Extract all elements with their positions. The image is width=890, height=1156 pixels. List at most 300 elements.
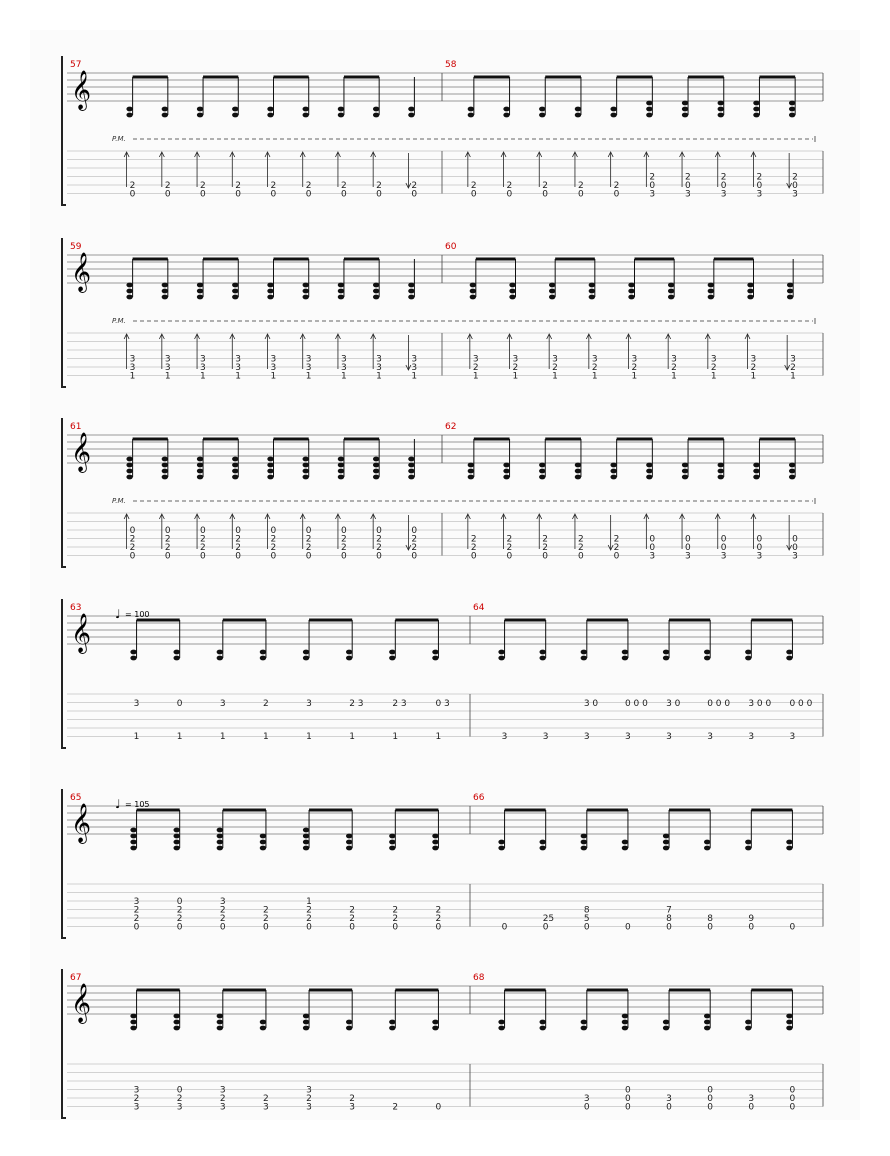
fret-number: 0 — [613, 551, 620, 562]
notehead — [622, 1014, 628, 1019]
notehead — [663, 834, 669, 839]
notehead — [373, 113, 379, 118]
fret-number: 3 — [270, 354, 277, 365]
notehead — [628, 289, 634, 294]
notehead — [663, 840, 669, 845]
fret-number: 0 — [235, 551, 242, 562]
notehead — [789, 113, 795, 118]
fret-number: 3 0 0 — [748, 699, 772, 709]
measure-number: 60 — [445, 242, 457, 252]
fret-number: 0 — [577, 189, 584, 200]
fret-number: 3 — [219, 699, 226, 709]
treble-clef-icon: 𝄞 — [71, 252, 92, 292]
notehead — [126, 113, 132, 118]
notehead — [503, 475, 509, 480]
fret-number: 3 — [133, 1085, 140, 1096]
fret-number: 1 — [306, 897, 312, 907]
notehead — [303, 828, 309, 833]
notehead — [217, 656, 223, 661]
notehead — [622, 846, 628, 851]
notehead — [704, 1026, 710, 1031]
notehead — [646, 475, 652, 480]
notehead — [197, 295, 203, 300]
fret-number: 0 — [435, 1102, 442, 1113]
notehead — [432, 1026, 438, 1031]
quarter-note-icon: ♩ — [115, 797, 121, 811]
fret-number: 1 — [552, 371, 558, 382]
fret-number: 3 — [176, 1102, 183, 1113]
notehead — [130, 1014, 136, 1019]
notehead — [217, 828, 223, 833]
notehead — [745, 1020, 751, 1025]
fret-number: 0 — [720, 181, 727, 191]
fret-number: 2 — [133, 914, 140, 924]
fret-number: 1 — [200, 371, 206, 382]
fret-number: 0 — [340, 551, 347, 562]
notehead — [747, 295, 753, 300]
fret-number: 2 — [756, 172, 763, 183]
fret-number: 3 — [376, 363, 382, 373]
tab-sheet-page — [30, 30, 860, 1120]
notehead — [408, 113, 414, 118]
fret-number: 1 — [392, 732, 399, 742]
notehead — [346, 650, 352, 655]
fret-number: 2 — [129, 181, 136, 191]
fret-number: 2 — [411, 534, 418, 545]
fret-number: 3 — [305, 354, 312, 365]
fret-number: 3 — [219, 1085, 226, 1096]
fret-number: 7 — [666, 905, 672, 916]
notehead — [373, 475, 379, 480]
notehead — [126, 289, 132, 294]
fret-number: 0 — [649, 534, 656, 545]
fret-number: 2 — [542, 534, 548, 545]
notehead — [162, 469, 168, 474]
system-bracket — [61, 790, 66, 938]
fret-number: 2 — [305, 543, 312, 553]
notehead — [786, 840, 792, 845]
fret-number: 3 — [591, 354, 598, 365]
notehead — [126, 469, 132, 474]
notehead — [408, 469, 414, 474]
fret-number: 1 — [631, 371, 638, 382]
notehead — [303, 283, 309, 288]
treble-clef-icon: 𝄞 — [71, 803, 92, 843]
fret-number: 3 — [552, 354, 558, 365]
fret-number: 0 — [666, 922, 672, 933]
notehead — [708, 289, 714, 294]
fret-number: 2 — [262, 914, 269, 924]
notehead — [668, 283, 674, 288]
notehead — [509, 295, 515, 300]
notehead — [682, 475, 688, 480]
fret-number: 0 — [707, 1102, 713, 1113]
notehead — [610, 475, 616, 480]
fret-number: 0 — [176, 922, 183, 933]
fret-number: 3 — [133, 1102, 140, 1113]
notehead — [498, 1020, 504, 1025]
fret-number: 0 — [176, 1085, 183, 1096]
system — [61, 57, 823, 205]
notehead — [130, 1026, 136, 1031]
fret-number: 1 — [376, 371, 382, 382]
notehead — [267, 469, 273, 474]
fret-number: 2 — [411, 181, 418, 191]
fret-number: 2 — [506, 543, 513, 553]
fret-number: 0 — [649, 543, 656, 553]
notehead — [338, 475, 344, 480]
notehead — [704, 656, 710, 661]
notehead — [622, 840, 628, 845]
notehead — [267, 113, 273, 118]
notehead — [197, 457, 203, 462]
fret-number: 0 — [789, 1102, 796, 1113]
fret-number: 2 — [750, 363, 757, 373]
fret-number: 2 — [262, 699, 269, 709]
fret-number: 0 — [235, 526, 242, 536]
notehead — [786, 846, 792, 851]
notehead — [303, 846, 309, 851]
fret-number: 3 — [200, 354, 206, 365]
fret-number: 3 — [685, 551, 691, 562]
notehead — [126, 107, 132, 112]
notehead — [432, 840, 438, 845]
notehead — [173, 834, 179, 839]
fret-number: 1 — [129, 371, 136, 382]
fret-number: 0 — [392, 922, 399, 933]
notehead — [503, 463, 509, 468]
notehead — [303, 475, 309, 480]
notehead — [303, 1026, 309, 1031]
notehead — [389, 656, 395, 661]
fret-number: 0 — [613, 189, 620, 200]
notehead — [130, 834, 136, 839]
fret-number: 3 — [624, 732, 631, 742]
fret-number: 2 — [133, 905, 140, 916]
notehead — [753, 113, 759, 118]
notehead — [610, 463, 616, 468]
notehead — [232, 469, 238, 474]
notehead — [789, 107, 795, 112]
fret-number: 2 — [792, 172, 798, 183]
notehead — [610, 107, 616, 112]
treble-clef-icon: 𝄞 — [71, 432, 92, 472]
notehead — [646, 113, 652, 118]
notehead — [539, 840, 545, 845]
notehead — [260, 834, 266, 839]
fret-number: 2 — [200, 181, 206, 191]
fret-number: 3 — [756, 189, 763, 200]
notehead — [718, 475, 724, 480]
notehead — [232, 463, 238, 468]
fret-number: 8 — [666, 914, 672, 924]
notehead — [581, 846, 587, 851]
fret-number: 1 — [262, 732, 269, 742]
notehead — [346, 1026, 352, 1031]
fret-number: 3 — [164, 354, 171, 365]
fret-number: 0 — [577, 551, 584, 562]
notehead — [539, 113, 545, 118]
fret-number: 3 — [472, 354, 479, 365]
fret-number: 0 — [756, 181, 763, 191]
notehead — [646, 101, 652, 106]
notehead — [197, 289, 203, 294]
notehead — [338, 113, 344, 118]
fret-number: 2 — [219, 905, 226, 916]
notehead — [610, 113, 616, 118]
notehead — [162, 289, 168, 294]
notehead — [708, 295, 714, 300]
fret-number: 2 — [340, 181, 347, 191]
fret-number: 2 — [512, 363, 519, 373]
notehead — [197, 113, 203, 118]
notehead — [468, 475, 474, 480]
notehead — [232, 295, 238, 300]
notehead — [581, 840, 587, 845]
fret-number: 3 — [750, 354, 757, 365]
fret-number: 2 3 — [349, 699, 364, 709]
fret-number: 0 — [176, 699, 183, 709]
fret-number: 0 — [583, 1102, 590, 1113]
fret-number: 0 — [411, 189, 418, 200]
fret-number: 2 — [577, 181, 584, 191]
notehead — [217, 834, 223, 839]
notehead — [575, 475, 581, 480]
notehead — [217, 1020, 223, 1025]
notehead — [126, 295, 132, 300]
fret-number: 3 — [262, 1102, 269, 1113]
fret-number: 2 — [790, 363, 796, 373]
notehead — [470, 289, 476, 294]
fret-number: 1 — [270, 371, 277, 382]
notehead — [217, 846, 223, 851]
fret-number: 0 — [685, 534, 691, 545]
fret-number: 2 — [176, 1094, 183, 1104]
fret-number: 0 — [501, 922, 508, 933]
fret-number: 2 — [376, 181, 382, 191]
notehead — [682, 113, 688, 118]
notehead — [373, 463, 379, 468]
notehead — [338, 463, 344, 468]
notehead — [682, 107, 688, 112]
fret-number: 2 — [270, 534, 277, 545]
fret-number: 2 — [306, 1094, 312, 1104]
fret-number: 0 — [200, 189, 206, 200]
notehead — [130, 1020, 136, 1025]
notehead — [130, 846, 136, 851]
notehead — [346, 834, 352, 839]
notehead — [789, 475, 795, 480]
fret-number: 0 — [270, 551, 277, 562]
fret-number: 3 — [583, 732, 590, 742]
notehead — [575, 469, 581, 474]
notehead — [232, 283, 238, 288]
notehead — [581, 1026, 587, 1031]
notehead — [753, 463, 759, 468]
notehead — [217, 650, 223, 655]
fret-number: 3 — [219, 897, 226, 907]
notehead — [789, 463, 795, 468]
notehead — [267, 295, 273, 300]
notehead — [408, 295, 414, 300]
fret-number: 3 — [340, 363, 347, 373]
notehead — [682, 463, 688, 468]
fret-number: 0 — [376, 189, 382, 200]
notehead — [539, 1026, 545, 1031]
notehead — [303, 289, 309, 294]
fret-number: 1 — [349, 732, 355, 742]
fret-number: 0 — [435, 922, 442, 933]
fret-number: 0 — [789, 1094, 796, 1104]
fret-number: 2 — [340, 543, 347, 553]
fret-number: 3 — [583, 1094, 590, 1104]
notehead — [575, 463, 581, 468]
notehead — [575, 113, 581, 118]
notehead — [173, 656, 179, 661]
notehead — [346, 840, 352, 845]
notehead — [346, 656, 352, 661]
notehead — [267, 463, 273, 468]
fret-number: 2 — [133, 1094, 140, 1104]
notehead — [303, 656, 309, 661]
notehead — [787, 283, 793, 288]
fret-number: 2 — [235, 181, 242, 191]
treble-clef-icon: 𝄞 — [71, 983, 92, 1023]
notehead — [373, 457, 379, 462]
fret-number: 2 — [472, 363, 479, 373]
fret-number: 0 — [270, 189, 277, 200]
notehead — [663, 1026, 669, 1031]
notehead — [753, 107, 759, 112]
notehead — [745, 650, 751, 655]
fret-number: 2 — [470, 543, 477, 553]
notehead — [232, 475, 238, 480]
notehead — [197, 107, 203, 112]
notehead — [682, 469, 688, 474]
notehead — [704, 846, 710, 851]
fret-number: 2 — [176, 905, 183, 916]
system-bracket — [61, 600, 66, 748]
notehead — [539, 469, 545, 474]
notehead — [130, 840, 136, 845]
notehead — [622, 1020, 628, 1025]
fret-number: 1 — [472, 371, 479, 382]
fret-number: 2 — [392, 905, 399, 916]
fret-number: 3 — [512, 354, 519, 365]
quarter-note-icon: ♩ — [115, 607, 121, 621]
fret-number: 3 — [790, 354, 796, 365]
fret-number: 3 — [133, 699, 140, 709]
fret-number: 3 — [649, 551, 656, 562]
notehead — [197, 463, 203, 468]
notehead — [260, 1020, 266, 1025]
measure-number: 58 — [445, 60, 457, 70]
fret-number: 3 — [666, 732, 672, 742]
fret-number: 3 — [666, 1094, 672, 1104]
fret-number: 2 — [685, 172, 691, 183]
fret-number: 9 — [748, 914, 755, 924]
notehead — [786, 1020, 792, 1025]
notehead — [539, 107, 545, 112]
fret-number: 3 — [306, 1085, 312, 1096]
fret-number: 0 — [506, 189, 513, 200]
fret-number: 1 — [176, 732, 183, 742]
fret-number: 2 — [470, 534, 477, 545]
notehead — [338, 469, 344, 474]
fret-number: 2 — [270, 181, 277, 191]
notehead — [303, 463, 309, 468]
notehead — [668, 289, 674, 294]
fret-number: 2 — [164, 534, 171, 545]
fret-number: 0 — [685, 181, 691, 191]
fret-number: 2 — [129, 543, 136, 553]
fret-number: 0 0 0 — [624, 699, 648, 709]
notehead — [303, 1020, 309, 1025]
fret-number: 25 — [542, 914, 555, 924]
fret-number: 3 — [219, 1102, 226, 1113]
notehead — [303, 113, 309, 118]
notehead — [549, 295, 555, 300]
notehead — [346, 1020, 352, 1025]
fret-number: 0 — [305, 551, 312, 562]
fret-number: 0 — [376, 526, 382, 536]
measure-number: 63 — [70, 603, 82, 613]
fret-number: 2 — [306, 905, 312, 916]
score-canvas — [30, 30, 860, 1120]
notehead — [267, 107, 273, 112]
fret-number: 2 — [542, 181, 548, 191]
notehead — [217, 1026, 223, 1031]
fret-number: 2 — [613, 181, 620, 191]
fret-number: 3 — [671, 354, 677, 365]
notehead — [130, 828, 136, 833]
fret-number: 0 — [542, 922, 549, 933]
notehead — [126, 475, 132, 480]
fret-number: 0 — [164, 189, 171, 200]
fret-number: 2 — [306, 914, 312, 924]
fret-number: 2 3 — [392, 699, 407, 709]
fret-number: 0 — [624, 1102, 631, 1113]
notehead — [509, 289, 515, 294]
fret-number: 3 — [200, 363, 206, 373]
notehead — [373, 289, 379, 294]
palm-mute-label: P.M. — [112, 497, 126, 505]
fret-number: 0 — [411, 551, 418, 562]
fret-number: 0 — [262, 922, 269, 933]
fret-number: 0 — [748, 922, 755, 933]
notehead — [468, 463, 474, 468]
fret-number: 2 — [631, 363, 638, 373]
notehead — [346, 846, 352, 851]
notehead — [470, 283, 476, 288]
notehead — [745, 846, 751, 851]
measure-number: 64 — [473, 603, 485, 613]
notehead — [389, 834, 395, 839]
notehead — [303, 650, 309, 655]
notehead — [668, 295, 674, 300]
fret-number: 0 3 — [435, 699, 450, 709]
treble-clef-icon: 𝄞 — [71, 70, 92, 110]
measure-number: 61 — [70, 422, 82, 432]
fret-number: 0 — [792, 543, 798, 553]
notehead — [498, 846, 504, 851]
tempo-marking: = 100 — [125, 610, 150, 619]
fret-number: 0 — [624, 922, 631, 933]
notehead — [197, 469, 203, 474]
fret-number: 2 — [710, 363, 717, 373]
measure-number: 66 — [473, 793, 485, 803]
notehead — [468, 107, 474, 112]
